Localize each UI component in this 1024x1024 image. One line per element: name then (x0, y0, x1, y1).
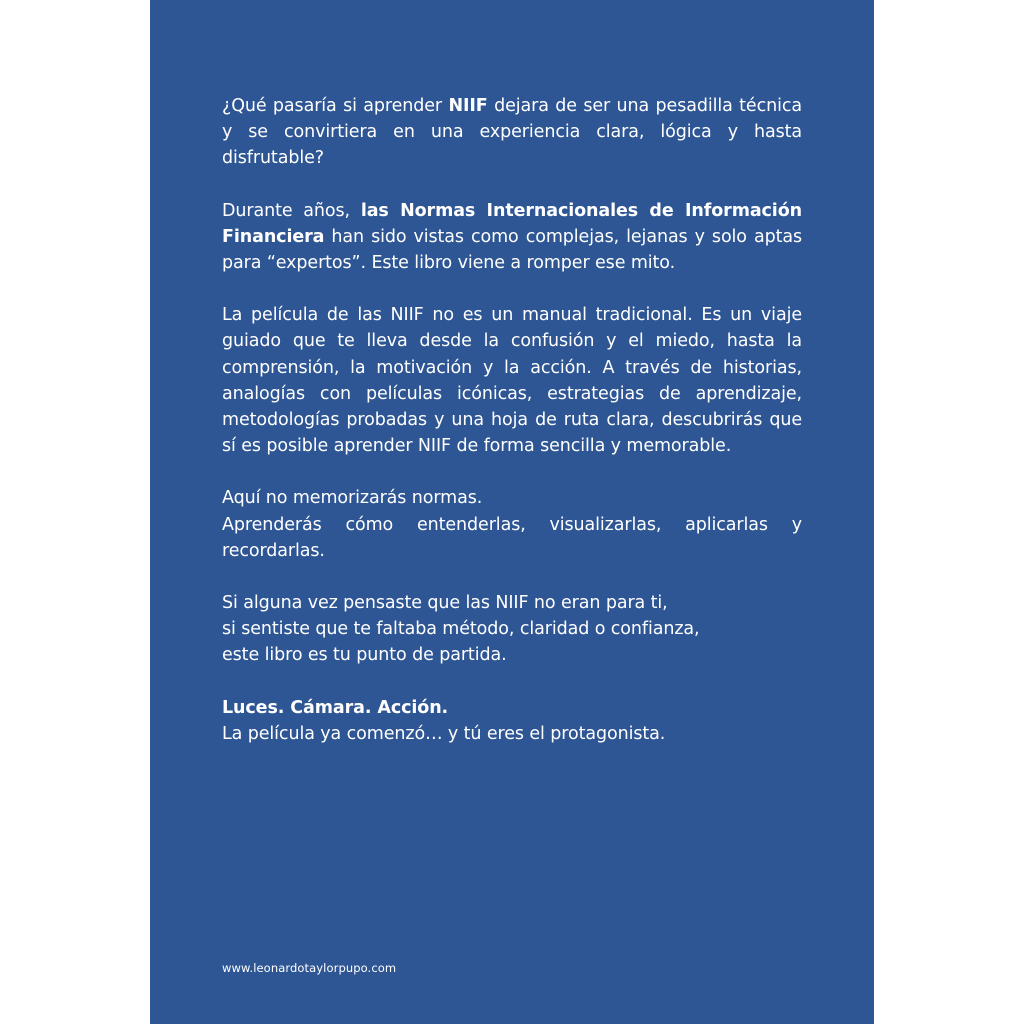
promise-paragraph (222, 485, 802, 564)
closing-bold-line: Luces. Cámara. Acción. (222, 697, 449, 718)
promise-line-1: Aquí no memorizarás normas. (222, 488, 483, 509)
closing-line-2: La película ya comenzó… y tú eres el protagonista. (222, 723, 666, 744)
back-cover (150, 0, 874, 1024)
context-text-end: han sido vistas como complejas, lejanas y solo aptas para “expertos”. Este libro viene a romper ese mito. (222, 226, 802, 274)
invitation-line-2: si sentiste que te faltaba método, claridad o confianza, (222, 619, 700, 640)
invitation-line-3: este libro es tu punto de partida. (222, 645, 507, 666)
promise-line-2: Aprenderás cómo entenderlas, visualizarlas, aplicarlas y recordarlas. (222, 514, 802, 561)
website-link[interactable]: www.leonardotaylorpupo.com (222, 961, 397, 975)
context-text-start: Durante años, (222, 200, 361, 221)
invitation-paragraph (222, 590, 802, 669)
intro-bold-niif: NIIF (448, 96, 488, 116)
intro-question-paragraph (222, 93, 802, 172)
intro-text-start: ¿Qué pasaría si aprender (222, 96, 449, 116)
closing-paragraph (222, 695, 802, 747)
back-cover-text (222, 93, 802, 773)
context-paragraph (222, 198, 802, 277)
invitation-line-1: Si alguna vez pensaste que las NIIF no eran para ti, (222, 593, 668, 614)
context-bold-normas: las Normas Internacionales de Información Financiera (222, 200, 802, 247)
intro-text-end: dejara de ser una pesadilla técnica y se convirtiera en una experiencia clara, lógica y hasta disfrutable? (222, 96, 802, 169)
description-paragraph: La película de las NIIF no es un manual tradicional. Es un viaje guiado que te lleva desde la confusión y el miedo, hasta la comprensión, la motivación y la acción. A través de historias, analogías con películas icónicas, estrategias de aprendizaje, metodologías probadas y una hoja de ruta clara, descubrirás que sí es posible aprender NIIF de forma sencilla y memorable. (222, 305, 802, 457)
